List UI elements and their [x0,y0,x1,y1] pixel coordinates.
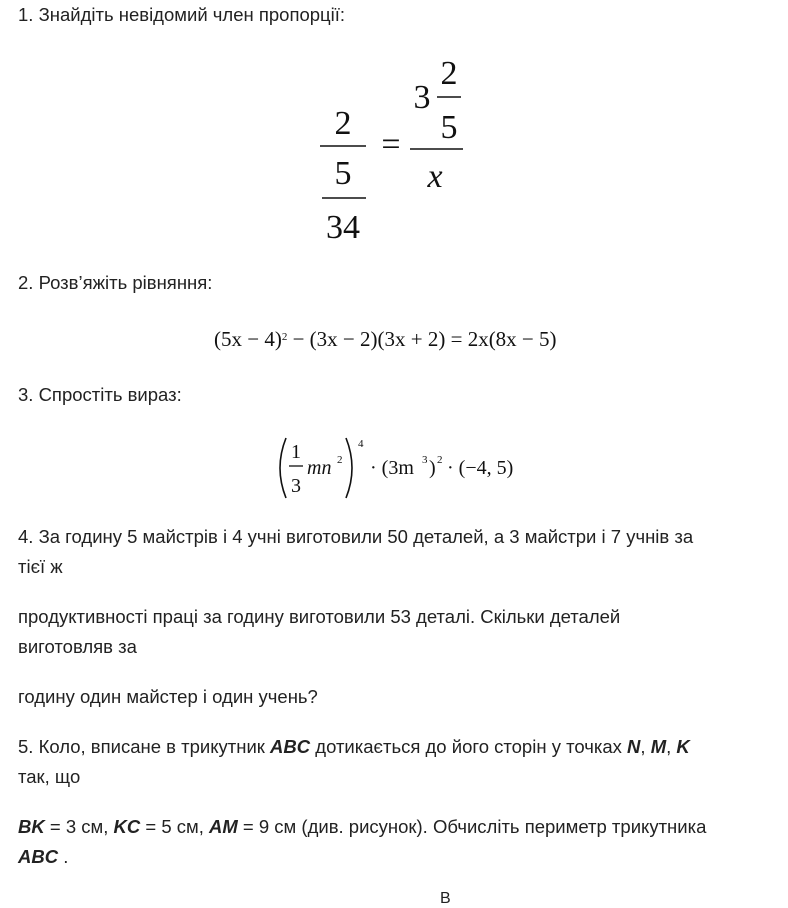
segment-bk: BK [18,816,45,837]
m-pow: 3 [422,454,428,466]
left-den: 34 [326,209,360,246]
segment-am: AM [209,816,238,837]
comma: , [640,736,651,757]
mid: · (3m [370,457,414,479]
eq-part-a-pow: 2 [281,331,288,343]
point-n: N [627,736,641,757]
outer-pow: 4 [358,438,364,450]
left-mid: 5 [334,155,352,192]
task4-line4: виготовляв за [18,636,137,657]
mn-pow: 2 [337,454,343,466]
frac-den: 3 [291,475,301,497]
right-den: x [427,158,443,195]
segment-kc: KC [113,816,141,837]
equals: = [381,126,401,163]
right-frac-num: 2 [440,55,458,92]
task3-text: 3. Спростіть вираз: [18,384,182,405]
mn: mn [307,457,332,479]
equation-formula [214,324,557,354]
task2-text: 2. Розв’яжіть рівняння: [18,272,213,293]
task4-line1: 4. За годину 5 майстрів і 4 учні виготовили 50 деталей, а 3 майстри і 7 учнів за [18,526,694,547]
comma: , [666,736,677,757]
right-whole: 3 [413,79,431,116]
task5-line3 [18,812,778,842]
figure-vertex-b-label: B [440,890,451,907]
kc-value: = 5 см, [140,816,209,837]
task4-line3: продуктивності праці за годину виготовили 53 деталі. Скільки деталей [18,606,621,627]
expression-formula [272,432,532,504]
am-value: = 9 см (див. рисунок). Обчисліть периметр трикутника [237,816,707,837]
point-k: K [676,736,690,757]
task4-line5: годину один майстер і один учень? [18,686,318,707]
task5-line1 [18,732,778,762]
task5-mid: дотикається до його сторін у точках [310,736,628,757]
bk-value: = 3 см, [44,816,114,837]
task5-line2: так, що [18,766,81,787]
task5-line4 [18,842,778,872]
left-num: 2 [334,105,352,142]
task5-pre: 5. Коло, вписане в трикутник [18,736,271,757]
frac-num: 1 [291,441,301,463]
triangle-abc-2: ABC [18,846,59,867]
triangle-abc: ABC [270,736,311,757]
task4-line2: тієї ж [18,556,63,577]
task5-end: . [58,846,69,867]
eq-part-b: − (3x − 2)(3x + 2) = 2x(8x − 5) [292,327,557,351]
right-frac-den: 5 [440,109,458,146]
mid-close: ) [429,457,436,479]
task1-text: 1. Знайдіть невідомий член пропорції: [18,4,346,25]
proportion-formula [300,52,490,252]
eq-part-a: (5x − 4) [214,327,282,351]
point-m: M [650,736,667,757]
tail: · (−4, 5) [447,457,514,479]
mid-pow: 2 [437,454,443,466]
